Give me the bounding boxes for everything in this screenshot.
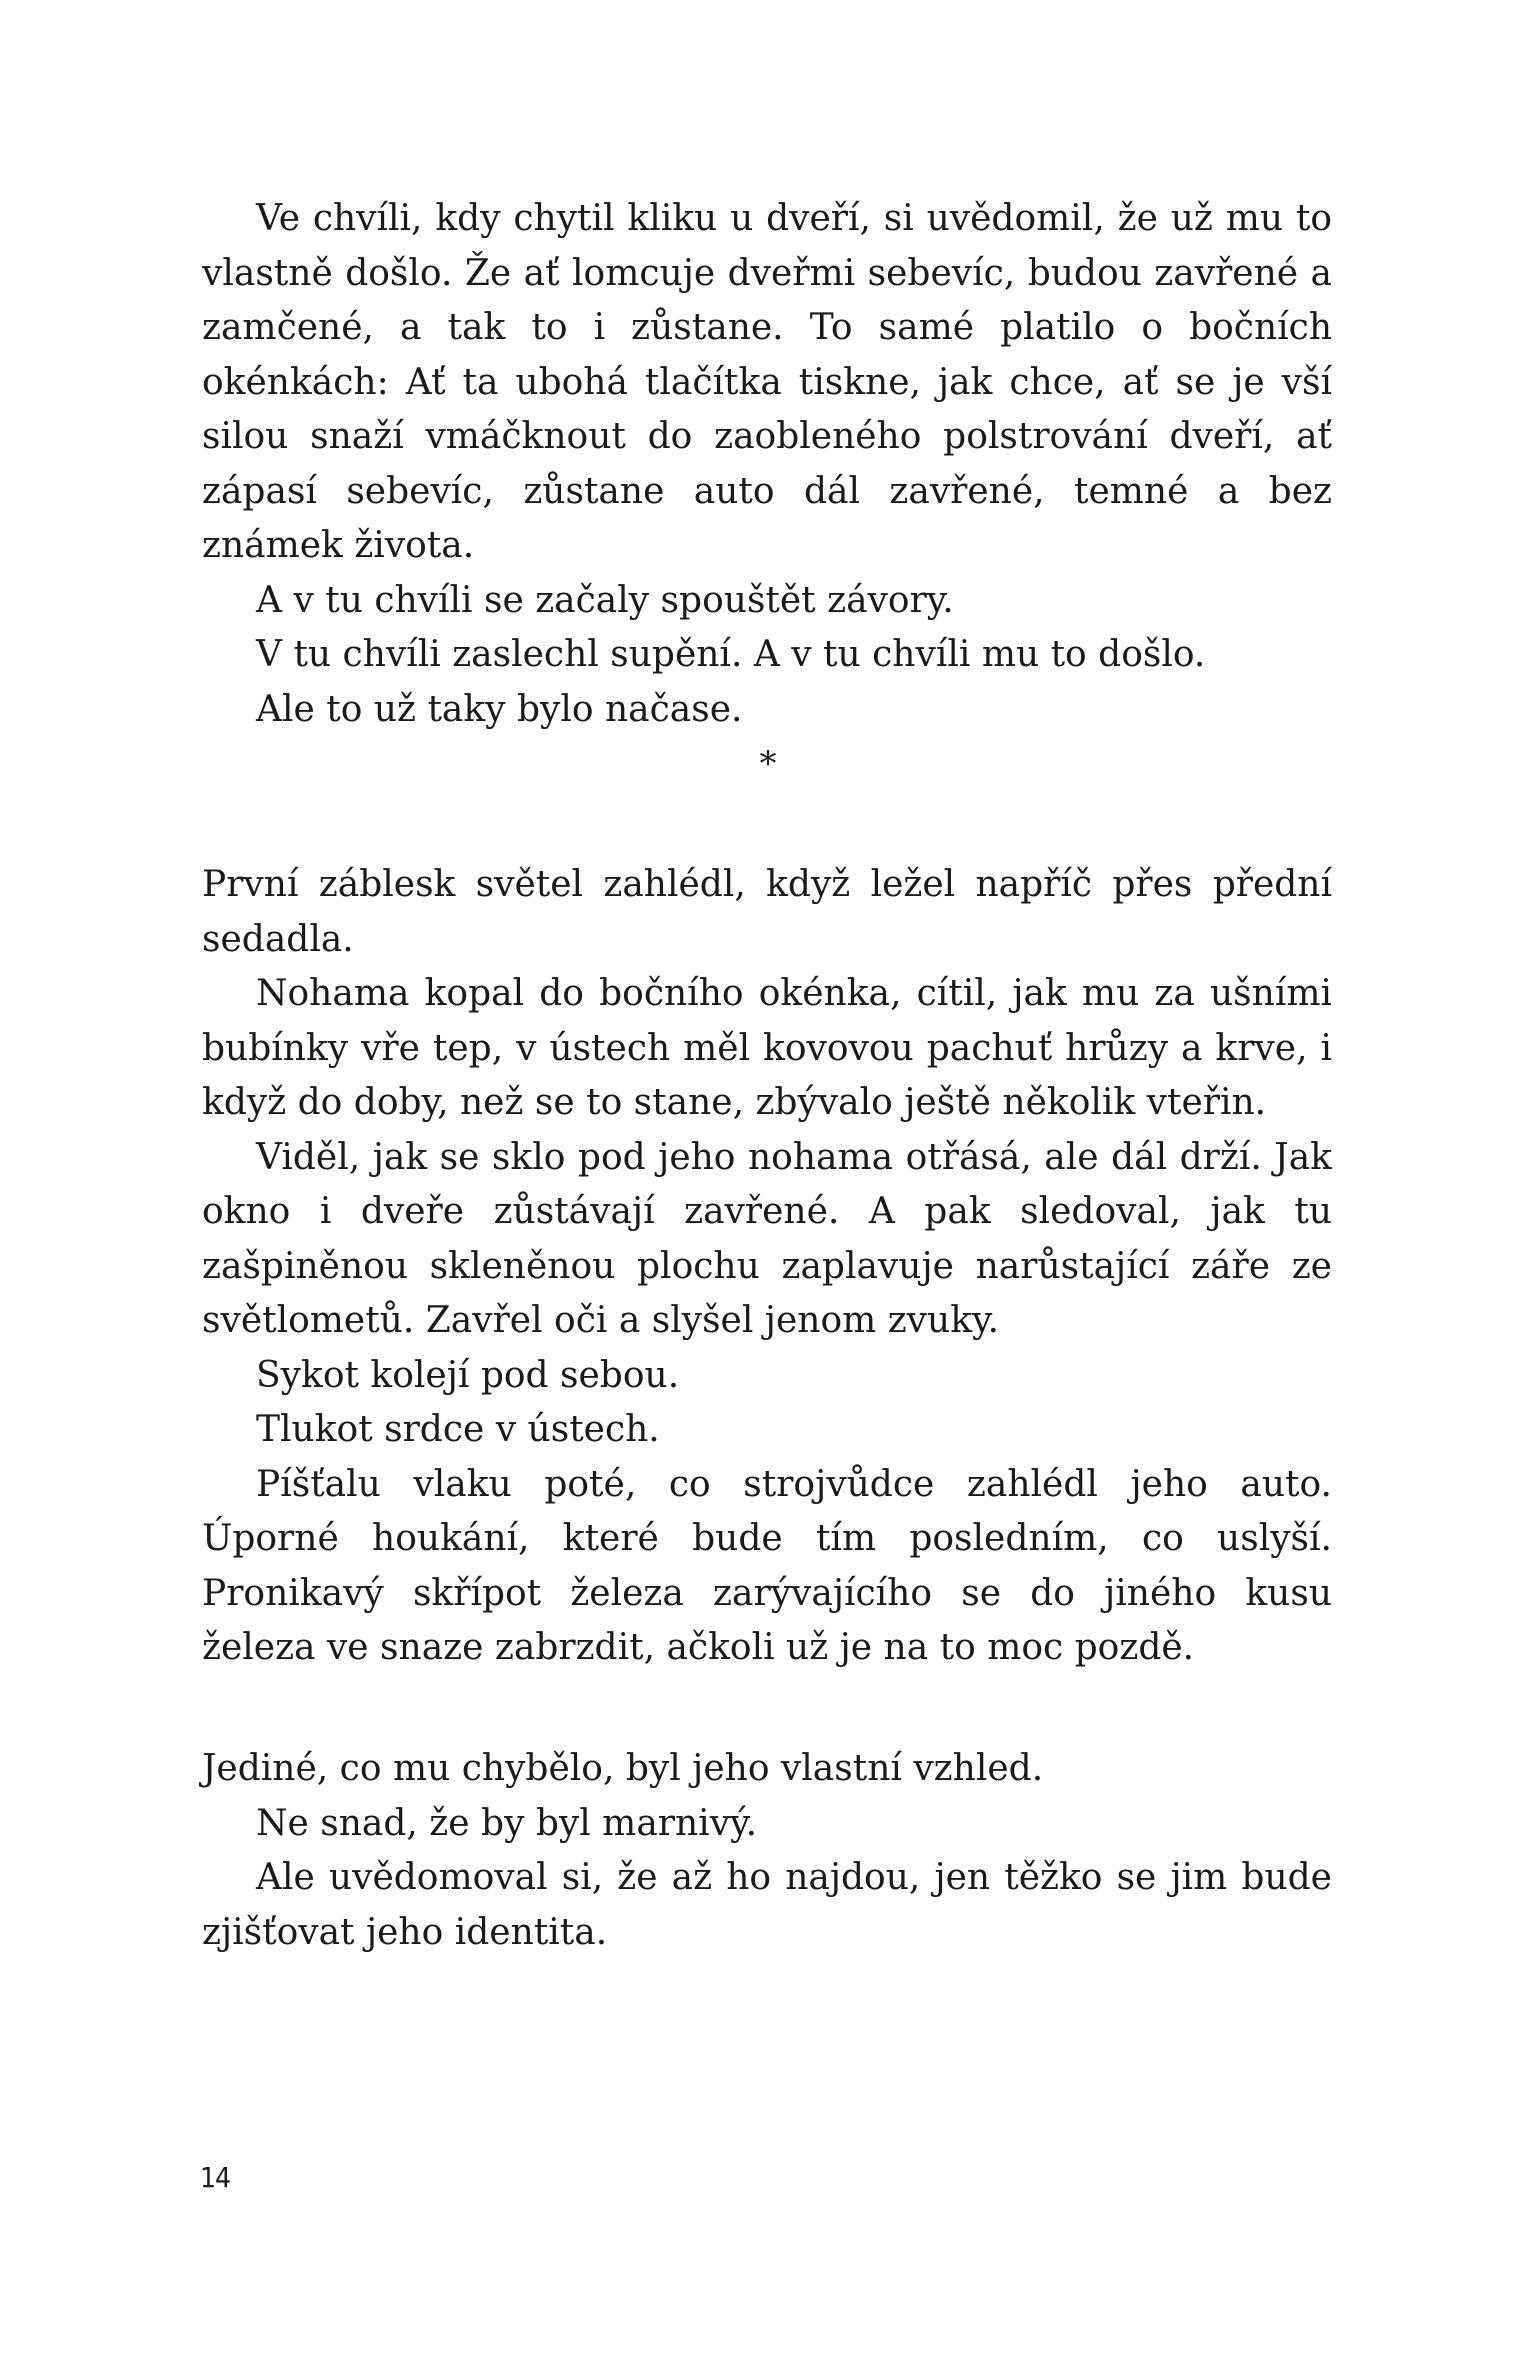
text-section-1 (202, 192, 1332, 737)
paragraph: Nohama kopal do bočního okénka, cítil, jak mu za ušními bubínky vře tep, v ústech měl kovovou pachuť hrůzy a krve, i když do doby, než se to stane, zbývalo ještě několik vteřin. (202, 973, 1332, 1123)
paragraph: Ale to už taky bylo načase. (256, 688, 743, 730)
paragraph: Jediné, co mu chybělo, byl jeho vlastní vzhled. (202, 1748, 1044, 1789)
section-separator: * (759, 744, 777, 784)
paragraph: První záblesk světel zahlédl, když ležel napříč přes přední sedadla. (202, 864, 1332, 960)
paragraph: Tlukot srdce v ústech. (256, 1409, 660, 1450)
paragraph: Píšťalu vlaku poté, co strojvůdce zahlédl jeho auto. Úporné houkání, které bude tím posledním, co uslyší. Pronikavý skřípot železa zarývajícího se do jiného kusu železa ve snaze zabrzdit, ačkoli už je na to moc pozdě. (202, 1463, 1332, 1668)
text-section-2 (202, 858, 1332, 1676)
paragraph: Ve chvíli, kdy chytil kliku u dveří, si uvědomil, že už mu to vlastně došlo. Že ať lomcuje dveřmi sebevíc, budou zavřené a zamčené, a tak to i zůstane. To samé platilo o bočních okénkách: Ať ta ubohá tlačítka tiskne, jak chce, ať se je vší silou snaží vmáčknout do zaobleného polstrování dveří, ať zápasí sebevíc, zůstane auto dál zavřené, temné a bez známek života. (202, 198, 1332, 566)
paragraph: Viděl, jak se sklo pod jeho nohama otřásá, ale dál drží. Jak okno i dveře zůstávají zavřené. A pak sledoval, jak tu zašpiněnou skleněnou plochu zaplavuje narůstající záře ze světlometů. Zavřel oči a slyšel jenom zvuky. (202, 1136, 1332, 1341)
paragraph: V tu chvíli zaslechl supění. A v tu chvíli mu to došlo. (256, 634, 1206, 675)
paragraph: Ne snad, že by byl marnivý. (256, 1802, 758, 1844)
page-number: 14 (200, 2161, 231, 2194)
paragraph: A v tu chvíli se začaly spouštět závory. (256, 579, 954, 621)
text-section-3 (202, 1742, 1332, 1960)
paragraph: Sykot kolejí pod sebou. (256, 1354, 680, 1396)
paragraph: Ale uvědomoval si, že až ho najdou, jen těžko se jim bude zjišťovat jeho identita. (202, 1857, 1332, 1953)
